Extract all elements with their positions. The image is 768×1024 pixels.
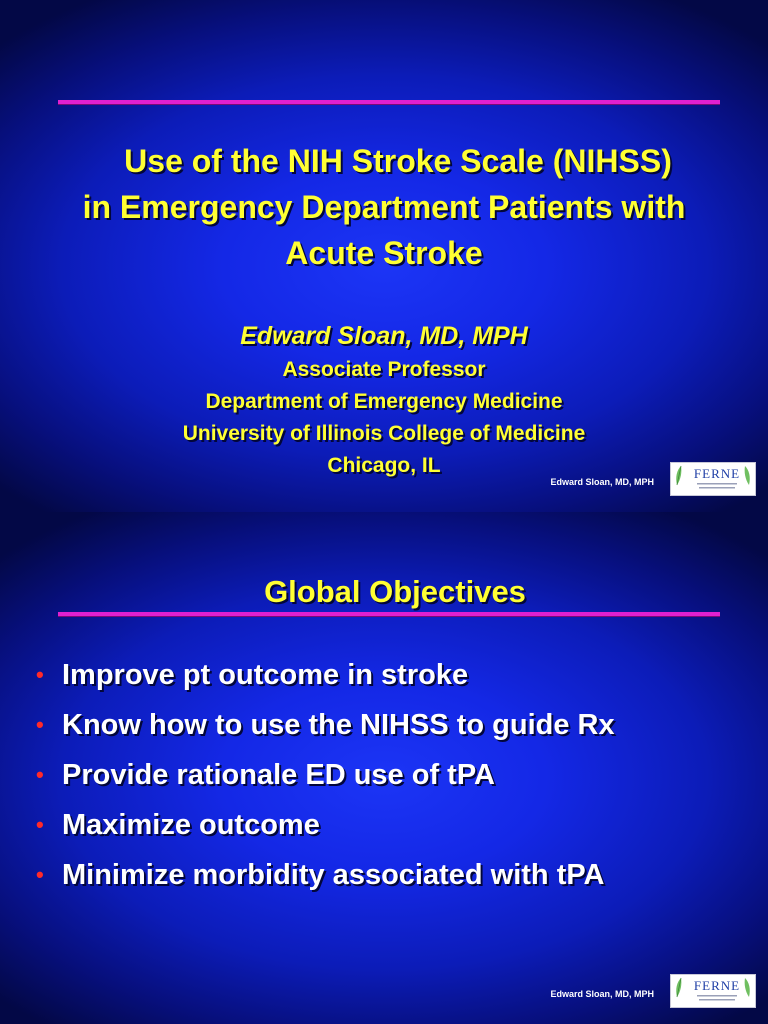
bullet-icon: • [36, 812, 44, 837]
bullet-icon: • [36, 762, 44, 787]
title-divider [58, 100, 720, 104]
author-institution: University of Illinois College of Medicine [182, 422, 586, 445]
footer-author: Edward Sloan, MD, MPH [550, 989, 654, 999]
logo-tagline-lines [697, 483, 737, 489]
objectives-divider [58, 612, 720, 616]
author-location: Chicago, IL [327, 454, 441, 477]
logo-text: FERNE [693, 978, 741, 993]
slide-objectives [0, 512, 768, 1024]
ferne-leaf-icon [676, 978, 681, 997]
footer-author: Edward Sloan, MD, MPH [550, 477, 654, 487]
author-block [0, 318, 768, 482]
logo-tagline-lines [697, 995, 737, 1001]
ferne-logo [670, 462, 756, 496]
list-item: • Provide rationale ED use of tPA [36, 750, 615, 800]
title-line-3: Acute Stroke [285, 235, 483, 271]
list-item: • Minimize morbidity associated with tPA [36, 850, 615, 900]
presentation-title [10, 138, 758, 276]
ferne-leaf-icon-right [745, 978, 750, 997]
objectives-title: Global Objectives [264, 574, 526, 609]
bullet-icon: • [36, 862, 44, 887]
list-item: • Improve pt outcome in stroke [36, 650, 615, 700]
list-item: • Maximize outcome [36, 800, 615, 850]
bullet-icon: • [36, 712, 44, 737]
ferne-leaf-icon-right [745, 466, 750, 485]
title-line-2: in Emergency Department Patients with [82, 189, 686, 225]
bullet-icon: • [36, 662, 44, 687]
author-position: Associate Professor [282, 358, 486, 381]
author-department: Department of Emergency Medicine [205, 390, 563, 413]
ferne-logo [670, 974, 756, 1008]
ferne-leaf-icon [676, 466, 681, 485]
objectives-list [36, 650, 615, 900]
title-line-1: Use of the NIH Stroke Scale (NIHSS) [124, 143, 672, 179]
logo-text: FERNE [693, 466, 741, 481]
author-name: Edward Sloan, MD, MPH [240, 322, 528, 350]
list-item: • Know how to use the NIHSS to guide Rx [36, 700, 615, 750]
